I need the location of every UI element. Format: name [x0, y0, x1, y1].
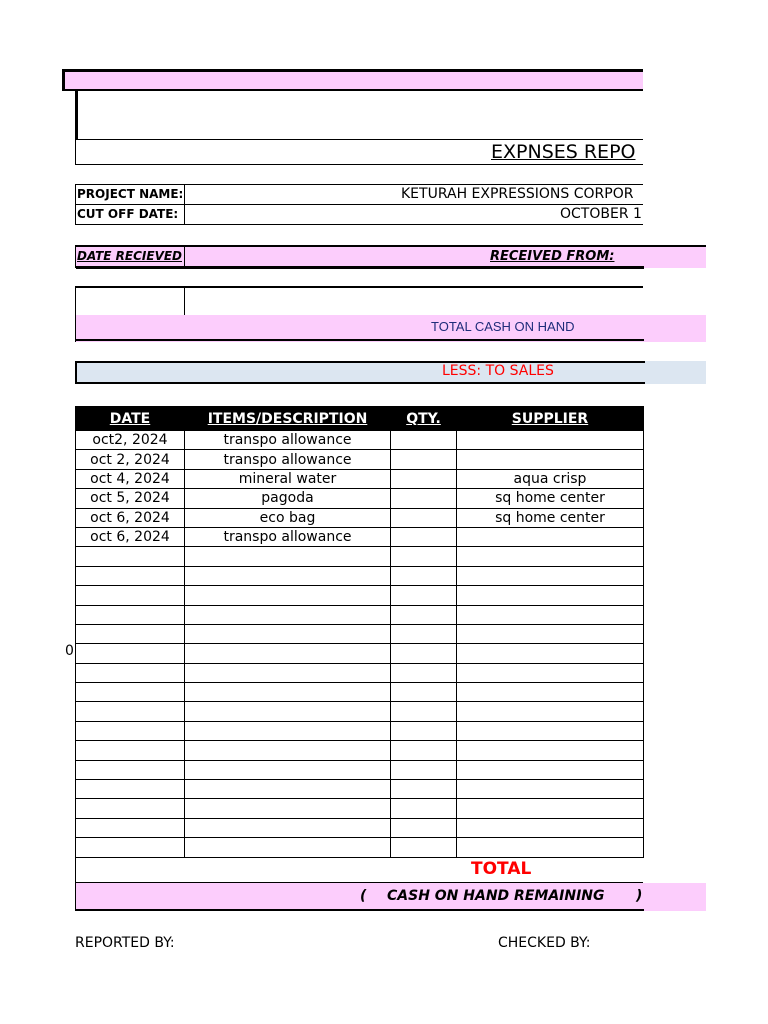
item-cell: mineral water: [185, 469, 391, 488]
date-cell: oct 5, 2024: [76, 489, 185, 508]
item-cell: [185, 799, 391, 818]
table-row: [76, 838, 644, 857]
qty-cell: [391, 547, 457, 566]
supplier-cell: [457, 760, 644, 779]
qty-cell: [391, 431, 457, 450]
supplier-cell: [457, 721, 644, 740]
qty-cell: [391, 818, 457, 837]
supplier-cell: [457, 799, 644, 818]
item-cell: [185, 683, 391, 702]
table-row: [76, 683, 644, 702]
cutoff-row: [75, 204, 643, 225]
header-qty: QTY.: [391, 407, 457, 431]
project-value: KETURAH EXPRESSIONS CORPOR: [401, 186, 634, 202]
item-cell: [185, 547, 391, 566]
date-cell: [76, 721, 185, 740]
qty-cell: [391, 663, 457, 682]
date-cell: oct 6, 2024: [76, 508, 185, 527]
item-cell: pagoda: [185, 489, 391, 508]
supplier-cell: [457, 586, 644, 605]
table-row: [76, 586, 644, 605]
table-row: [76, 624, 644, 643]
remaining-row: [75, 883, 706, 911]
item-cell: [185, 838, 391, 857]
date-received-label: DATE RECIEVED: [77, 249, 183, 263]
table-row: [76, 760, 644, 779]
supplier-cell: [457, 450, 644, 469]
supplier-cell: [457, 780, 644, 799]
table-row: [76, 644, 644, 663]
qty-cell: [391, 489, 457, 508]
date-cell: [76, 547, 185, 566]
page-title: EXPNSES REPO: [491, 141, 636, 163]
item-cell: transpo allowance: [185, 450, 391, 469]
table-row: [76, 431, 644, 450]
table-row: [76, 741, 644, 760]
total-label: TOTAL: [471, 859, 532, 879]
table-row: [76, 780, 644, 799]
supplier-cell: sq home center: [457, 508, 644, 527]
date-cell: [76, 566, 185, 585]
table-header-row: [76, 407, 644, 431]
date-cell: oct 2, 2024: [76, 450, 185, 469]
table-row: [76, 818, 644, 837]
qty-cell: [391, 838, 457, 857]
item-cell: [185, 644, 391, 663]
date-cell: [76, 741, 185, 760]
date-cell: [76, 702, 185, 721]
reported-by-label: REPORTED BY:: [75, 935, 175, 951]
qty-cell: [391, 799, 457, 818]
table-row: [76, 450, 644, 469]
qty-cell: [391, 683, 457, 702]
supplier-cell: [457, 566, 644, 585]
date-cell: [76, 586, 185, 605]
header-supplier: SUPPLIER: [457, 407, 644, 431]
received-from-label: RECEIVED FROM:: [490, 249, 615, 264]
title-row: [75, 140, 643, 165]
received-row: [75, 245, 706, 268]
table-row: [76, 663, 644, 682]
item-cell: [185, 586, 391, 605]
item-cell: [185, 702, 391, 721]
cutoff-value: OCTOBER 1: [560, 206, 642, 222]
date-cell: [76, 624, 185, 643]
table-row: [76, 566, 644, 585]
supplier-cell: [457, 547, 644, 566]
supplier-cell: [457, 624, 644, 643]
table-row: [76, 508, 644, 527]
project-label: PROJECT NAME:: [77, 187, 184, 201]
item-cell: [185, 624, 391, 643]
date-cell: [76, 818, 185, 837]
header-items: ITEMS/DESCRIPTION: [185, 407, 391, 431]
table-row: [76, 527, 644, 546]
qty-cell: [391, 605, 457, 624]
supplier-cell: aqua crisp: [457, 469, 644, 488]
supplier-cell: [457, 644, 644, 663]
table-row: [76, 469, 644, 488]
supplier-cell: [457, 818, 644, 837]
supplier-cell: sq home center: [457, 489, 644, 508]
table-row: [76, 702, 644, 721]
qty-cell: [391, 702, 457, 721]
item-cell: [185, 605, 391, 624]
qty-cell: [391, 624, 457, 643]
supplier-cell: [457, 431, 644, 450]
header-box: [75, 90, 643, 140]
side-zero: 0: [65, 643, 74, 659]
qty-cell: [391, 721, 457, 740]
item-cell: [185, 818, 391, 837]
table-row: [76, 489, 644, 508]
date-cell: oct 4, 2024: [76, 469, 185, 488]
table-row: [76, 721, 644, 740]
date-cell: [76, 683, 185, 702]
cutoff-label: CUT OFF DATE:: [77, 207, 179, 221]
item-cell: eco bag: [185, 508, 391, 527]
date-cell: [76, 760, 185, 779]
table-row: [76, 605, 644, 624]
top-banner: [62, 69, 643, 91]
item-cell: [185, 780, 391, 799]
supplier-cell: [457, 605, 644, 624]
qty-cell: [391, 760, 457, 779]
qty-cell: [391, 508, 457, 527]
item-cell: [185, 566, 391, 585]
checked-by-label: CHECKED BY:: [498, 935, 591, 951]
table-row: [76, 547, 644, 566]
total-cash-row: [75, 315, 706, 342]
qty-cell: [391, 450, 457, 469]
date-cell: oct 6, 2024: [76, 527, 185, 546]
item-cell: [185, 760, 391, 779]
total-row: [75, 856, 643, 884]
date-cell: [76, 605, 185, 624]
qty-cell: [391, 741, 457, 760]
qty-cell: [391, 469, 457, 488]
item-cell: [185, 721, 391, 740]
supplier-cell: [457, 702, 644, 721]
header-date: DATE: [76, 407, 185, 431]
total-cash-label: TOTAL CASH ON HAND: [431, 319, 575, 334]
less-row: [75, 361, 706, 384]
less-label: LESS: TO SALES: [442, 363, 554, 379]
supplier-cell: [457, 838, 644, 857]
qty-cell: [391, 644, 457, 663]
date-cell: [76, 780, 185, 799]
remaining-close: ): [636, 888, 643, 904]
qty-cell: [391, 527, 457, 546]
date-cell: [76, 663, 185, 682]
remaining-open: (: [360, 888, 367, 904]
date-cell: [76, 838, 185, 857]
item-cell: transpo allowance: [185, 527, 391, 546]
supplier-cell: [457, 663, 644, 682]
supplier-cell: [457, 683, 644, 702]
table-row: [76, 799, 644, 818]
received-entry-row: [75, 286, 643, 316]
qty-cell: [391, 586, 457, 605]
expenses-table: [75, 406, 644, 858]
date-cell: oct2, 2024: [76, 431, 185, 450]
project-row: [75, 184, 643, 205]
item-cell: [185, 741, 391, 760]
remaining-label: CASH ON HAND REMAINING: [387, 888, 605, 904]
item-cell: transpo allowance: [185, 431, 391, 450]
qty-cell: [391, 566, 457, 585]
date-cell: [76, 644, 185, 663]
item-cell: [185, 663, 391, 682]
supplier-cell: [457, 741, 644, 760]
qty-cell: [391, 780, 457, 799]
date-cell: [76, 799, 185, 818]
supplier-cell: [457, 527, 644, 546]
